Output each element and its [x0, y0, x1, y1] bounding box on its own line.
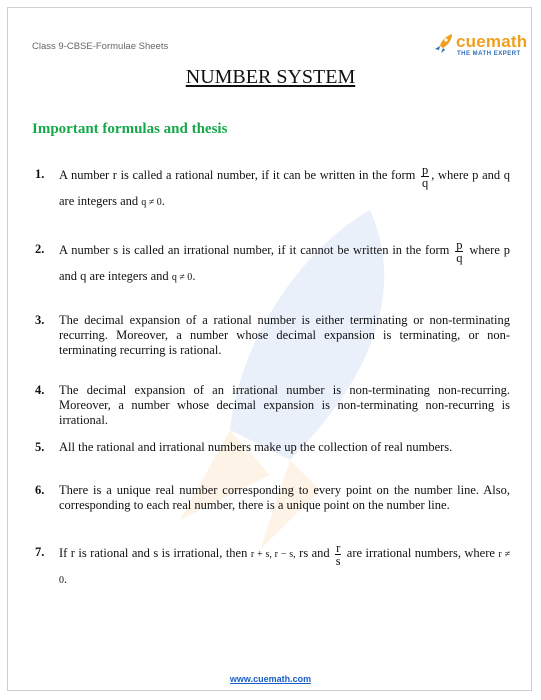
item-text [59, 541, 510, 593]
math-expression: r + s, r − s, [250, 549, 296, 560]
item-text: All the rational and irrational numbers make up the collection of real numbers. [59, 440, 453, 454]
math-expression: q ≠ 0 [171, 271, 193, 283]
class-label: Class 9-CBSE-Formulae Sheets [32, 41, 169, 52]
footer-link[interactable]: www.cuemath.com [229, 674, 312, 684]
item-text-part: . [192, 268, 196, 283]
logo-wordmark: cuemath [456, 32, 528, 51]
fraction-denominator: q [422, 175, 429, 190]
cuemath-rocket-icon [432, 33, 454, 55]
item-text [59, 163, 510, 215]
fraction [421, 164, 429, 189]
item-text-part: If r is rational and s is irrational, then [59, 546, 248, 560]
item-number: 3. [35, 313, 45, 327]
item-text-part: rs and [299, 546, 330, 560]
item-number: 1. [35, 167, 45, 181]
fraction-denominator: q [456, 250, 463, 265]
item-text-part: are irrational numbers, where [346, 546, 495, 560]
section-subtitle: Important formulas and thesis [32, 121, 228, 137]
fraction-denominator: s [335, 553, 341, 568]
item-text-part: A number s is called an irrational number, if it cannot be written in the form [59, 243, 450, 257]
fraction-numerator: r [336, 540, 341, 555]
cuemath-logo[interactable] [432, 32, 528, 62]
fraction-numerator: p [456, 237, 463, 252]
item-number: 4. [35, 383, 45, 397]
fraction [335, 542, 341, 567]
fraction-numerator: p [422, 162, 429, 177]
fraction [455, 239, 463, 264]
item-text: There is a unique real number corresponding to every point on the number line. Also, corresponding to each real number, there is a unique point on the number line. [59, 483, 510, 512]
item-number: 6. [35, 483, 45, 497]
item-number: 2. [35, 242, 45, 256]
item-text [59, 238, 510, 290]
logo-tagline: THE MATH EXPERT [457, 51, 521, 57]
math-expression: q ≠ 0 [141, 196, 162, 208]
item-text-part: A number r is called a rational number, if it can be written in the form [59, 168, 416, 182]
item-text-part: , where p and q are integers and [59, 168, 510, 208]
item-number: 7. [35, 545, 45, 559]
item-text: The decimal expansion of an irrational number is non-terminating non-recurring. Moreover, a number whose decimal expansion is non-terminating non-recurring is irrational. [59, 383, 510, 427]
item-number: 5. [35, 440, 45, 454]
item-text-part: . [161, 193, 165, 208]
page-title: NUMBER SYSTEM [185, 66, 356, 88]
item-text-part: where p and q are integers and [59, 243, 511, 283]
item-text: The decimal expansion of a rational number is either terminating or non-terminating recurring. Moreover, a number whose decimal expansion is terminating, or non-terminating recurring is rational. [59, 313, 510, 357]
item-text-part: . [64, 572, 68, 586]
math-expression: r ≠ 0 [59, 549, 511, 586]
